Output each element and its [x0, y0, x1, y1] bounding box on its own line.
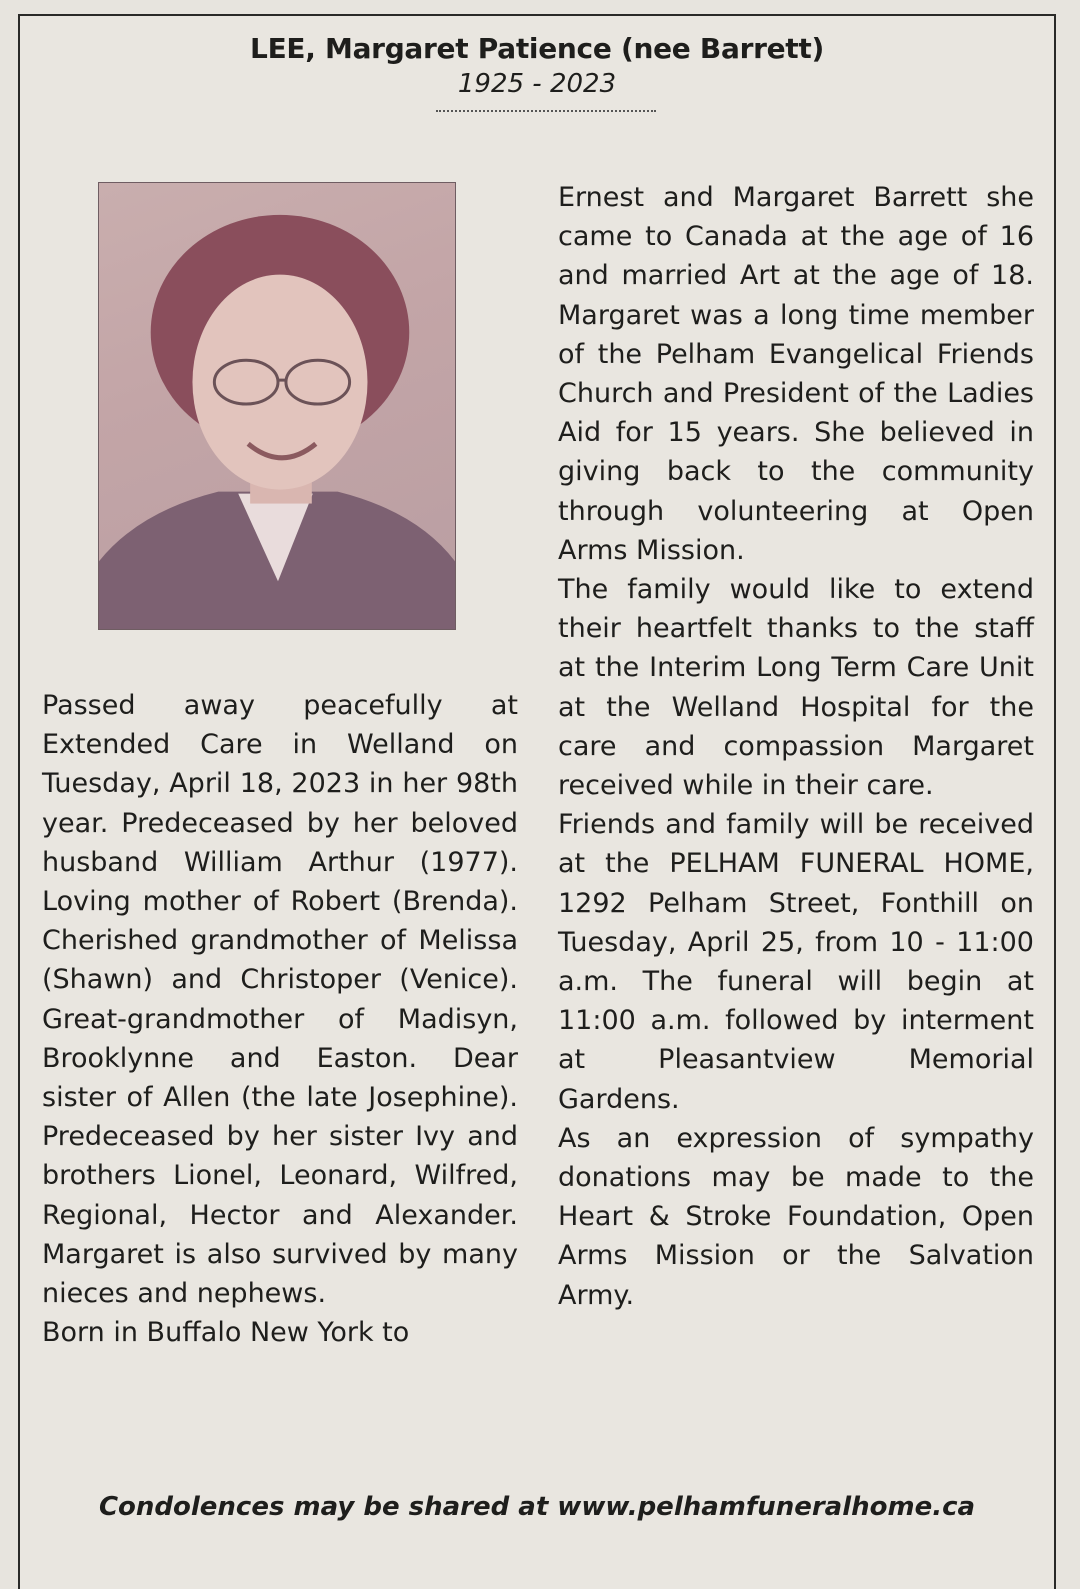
obituary-paragraph: Ernest and Margaret Barrett she came to Canada at the age of 16 and married Art at the age of 18. Margaret was a long time member of the Pelham Evangelical Friends Church and President of the Ladies Aid for 15 years. She believed in giving back to the community through volunteering at Open Arms Mission. — [558, 182, 1034, 566]
obituary-paragraph: Passed away peacefully at Extended Care in Welland on Tuesday, April 18, 2023 in her 98th year. Predeceased by her beloved husband William Arthur (1977). Loving mother of Robert (Brenda). Cherished grandmother of Melissa (Shawn) and Christoper (Venice). Great-grandmother of Madisyn, Brooklynne and Easton. Dear sister of Allen (the late Josephine). Predeceased by her sister Ivy and brothers Lionel, Leonard, Wilfred, Regional, Hector and Alexander. Margaret is also survived by many nieces and nephews. — [42, 690, 518, 1310]
obituary-paragraph: Born in Buffalo New York to — [42, 1317, 410, 1349]
deceased-name: LEE, Margaret Patience (nee Barrett) — [250, 32, 824, 65]
obituary-paragraph: The family would like to extend their heartfelt thanks to the staff at the Interim Long Term Care Unit at the Welland Hospital for the care and compassion Margaret received while in their care. — [558, 574, 1034, 802]
condolences-footer: Condolences may be shared at www.pelhamfuneralhome.ca — [98, 1492, 976, 1522]
obituary-paragraph: Friends and family will be received at the PELHAM FUNERAL HOME, 1292 Pelham Street, Fonthill on Tuesday, April 25, from 10 - 11:00 a.m. The funeral will begin at 11:00 a.m. followed by interment at Pleasantview Memorial Gardens. — [558, 809, 1034, 1115]
life-dates: 1925 - 2023 — [457, 69, 617, 99]
portrait-photo — [98, 182, 456, 630]
portrait-illustration — [99, 183, 455, 629]
notice-header — [20, 32, 1054, 100]
right-column — [558, 178, 1034, 1315]
obituary-paragraph: As an expression of sympathy donations may be made to the Heart & Stroke Foundation, Open Arms Mission or the Salvation Army. — [558, 1122, 1034, 1311]
dotted-divider — [436, 110, 656, 112]
obituary-notice — [18, 14, 1056, 1589]
left-column — [42, 686, 518, 1352]
